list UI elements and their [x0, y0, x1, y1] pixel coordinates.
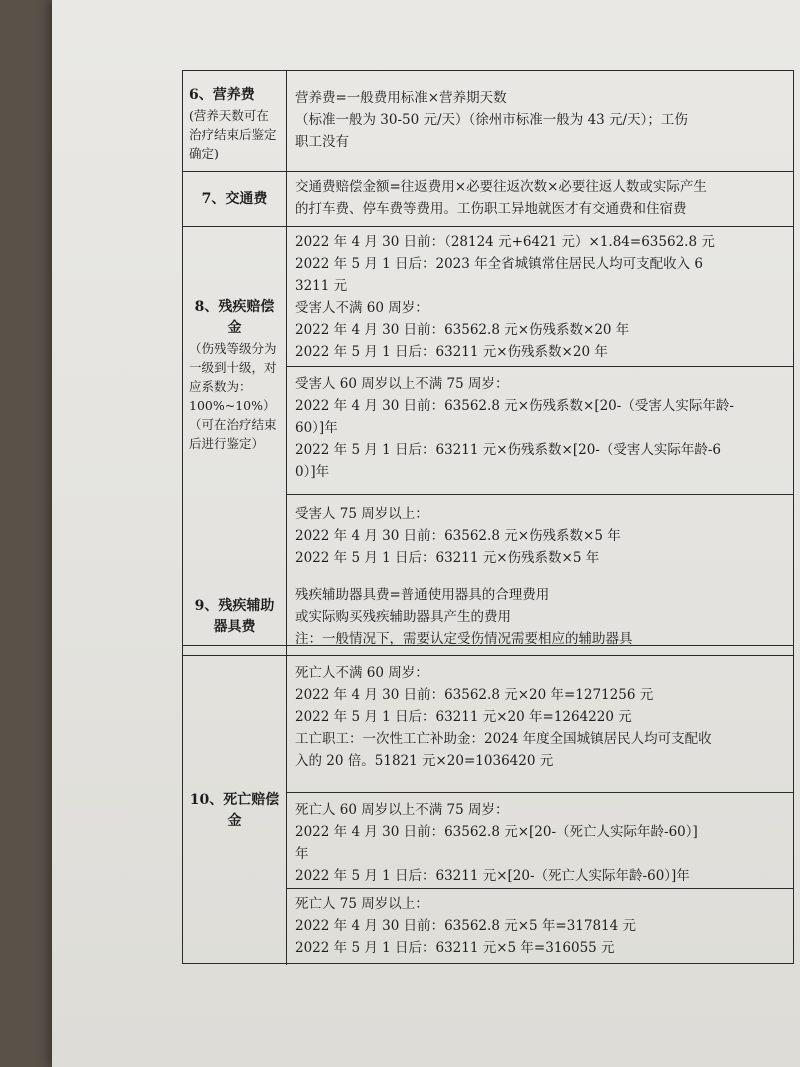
- row-content: [287, 367, 793, 494]
- content-line: 2022 年 5 月 1 日后：63211 元×5 年=316055 元: [295, 940, 615, 956]
- row-content: [287, 71, 793, 171]
- content-line: 2022 年 5 月 1 日后：63211 元×伤残系数×[20-（受害人实际年龄-6: [295, 442, 722, 458]
- row-content: [287, 172, 793, 226]
- compensation-table: [182, 70, 794, 964]
- content-line: 2022 年 4 月 30 日前：63562.8 元×[20-（死亡人实际年龄-60）]: [295, 824, 698, 840]
- row-content: [287, 889, 793, 965]
- content-line: 受害人不满 60 周岁：: [295, 300, 429, 316]
- table-row-transport-fee: [183, 172, 793, 227]
- content-line: 死亡人 60 周岁以上不满 75 周岁：: [295, 802, 509, 818]
- row-label: 7、交通费: [201, 190, 268, 207]
- content-line: 2022 年 4 月 30 日前：63562.8 元×20 年=1271256 元: [295, 687, 654, 703]
- content-line: 注：一般情况下，需要认定受伤情况需要相应的辅助器具: [295, 631, 633, 647]
- content-line: （标准一般为 30-50 元/天）（徐州市标准一般为 43 元/天）；工伤: [295, 112, 688, 128]
- content-line: 入的 20 倍。51821 元×20=1036420 元: [295, 753, 554, 769]
- row-content: [287, 793, 793, 888]
- row-label-cell: [183, 71, 287, 171]
- content-line: 年: [295, 846, 309, 862]
- table-row-assistive-device-fee: [183, 578, 793, 656]
- row-label-cell: [183, 656, 287, 965]
- content-line: 60）]年: [295, 420, 338, 436]
- content-line: 2022 年 4 月 30 日前：63562.8 元×5 年=317814 元: [295, 918, 637, 934]
- paper-sheet: [52, 0, 800, 1067]
- content-line: 0）]年: [295, 464, 330, 480]
- content-line: 3211 元: [295, 278, 348, 294]
- content-line: 2022 年 4 月 30 日前：63562.8 元×伤残系数×[20-（受害人实际年龄-: [295, 398, 734, 414]
- table-row-nutrition-fee: [183, 71, 793, 172]
- content-line: 2022 年 5 月 1 日后：63211 元×[20-（死亡人实际年龄-60）]年: [295, 868, 690, 884]
- content-line: 职工没有: [295, 134, 349, 150]
- content-line: 工亡职工：一次性工亡补助金：2024 年度全国城镇居民人均可支配收: [295, 731, 712, 747]
- death-subrow-under-60: [287, 656, 793, 793]
- content-line: 或实际购买残疾辅助器具产生的费用: [295, 609, 511, 625]
- row-label: 9、残疾辅助器具费: [194, 597, 275, 635]
- content-line: 受害人 75 周岁以上：: [295, 506, 429, 522]
- content-line: 残疾辅助器具费=普通使用器具的合理费用: [295, 587, 550, 603]
- content-line: 营养费=一般费用标准×营养期天数: [295, 90, 507, 106]
- content-line: 2022 年 4 月 30 日前：63562.8 元×伤残系数×20 年: [295, 322, 630, 338]
- content-line: 受害人 60 周岁以上不满 75 周岁：: [295, 376, 509, 392]
- content-line: 交通费赔偿金额=往返费用×必要往返次数×必要往返人数或实际产生: [295, 179, 707, 195]
- disability-subrow-60-to-75: [287, 367, 793, 495]
- content-line: 死亡人 75 周岁以上：: [295, 896, 429, 912]
- content-line: 2022 年 5 月 1 日后：2023 年全省城镇常住居民人均可支配收入 6: [295, 256, 704, 272]
- row-label-cell: [183, 172, 287, 226]
- disability-subrow-under-60: [287, 227, 793, 367]
- content-line: 2022 年 4 月 30 日前：（28124 元+6421 元）×1.84=63562.8 元: [295, 234, 715, 250]
- row-content: [287, 578, 793, 655]
- row-label-cell: [183, 578, 287, 655]
- row-label-note: (营养天数可在治疗结束后鉴定确定): [189, 108, 277, 161]
- row-label-note: （伤残等级分为一级到十级，对应系数为：100%~10%）（可在治疗结束后进行鉴定）: [189, 341, 277, 451]
- row-label: 8、残疾赔偿金: [194, 299, 275, 336]
- table-row-death-compensation: [183, 656, 793, 965]
- content-line: 死亡人不满 60 周岁：: [295, 665, 429, 681]
- row-content: [287, 656, 793, 792]
- row-label: 6、营养费: [189, 87, 255, 103]
- content-line: 的打车费、停车费等费用。工伤职工异地就医才有交通费和住宿费: [295, 201, 687, 217]
- row-label: 10、死亡赔偿金: [189, 791, 280, 829]
- row-content: [287, 227, 793, 366]
- content-line: 2022 年 5 月 1 日后：63211 元×20 年=1264220 元: [295, 709, 632, 725]
- death-subrow-over-75: [287, 889, 793, 965]
- death-subrow-60-to-75: [287, 793, 793, 889]
- content-line: 2022 年 5 月 1 日后：63211 元×伤残系数×5 年: [295, 550, 600, 566]
- content-line: 2022 年 4 月 30 日前：63562.8 元×伤残系数×5 年: [295, 528, 621, 544]
- content-line: 2022 年 5 月 1 日后：63211 元×伤残系数×20 年: [295, 344, 608, 360]
